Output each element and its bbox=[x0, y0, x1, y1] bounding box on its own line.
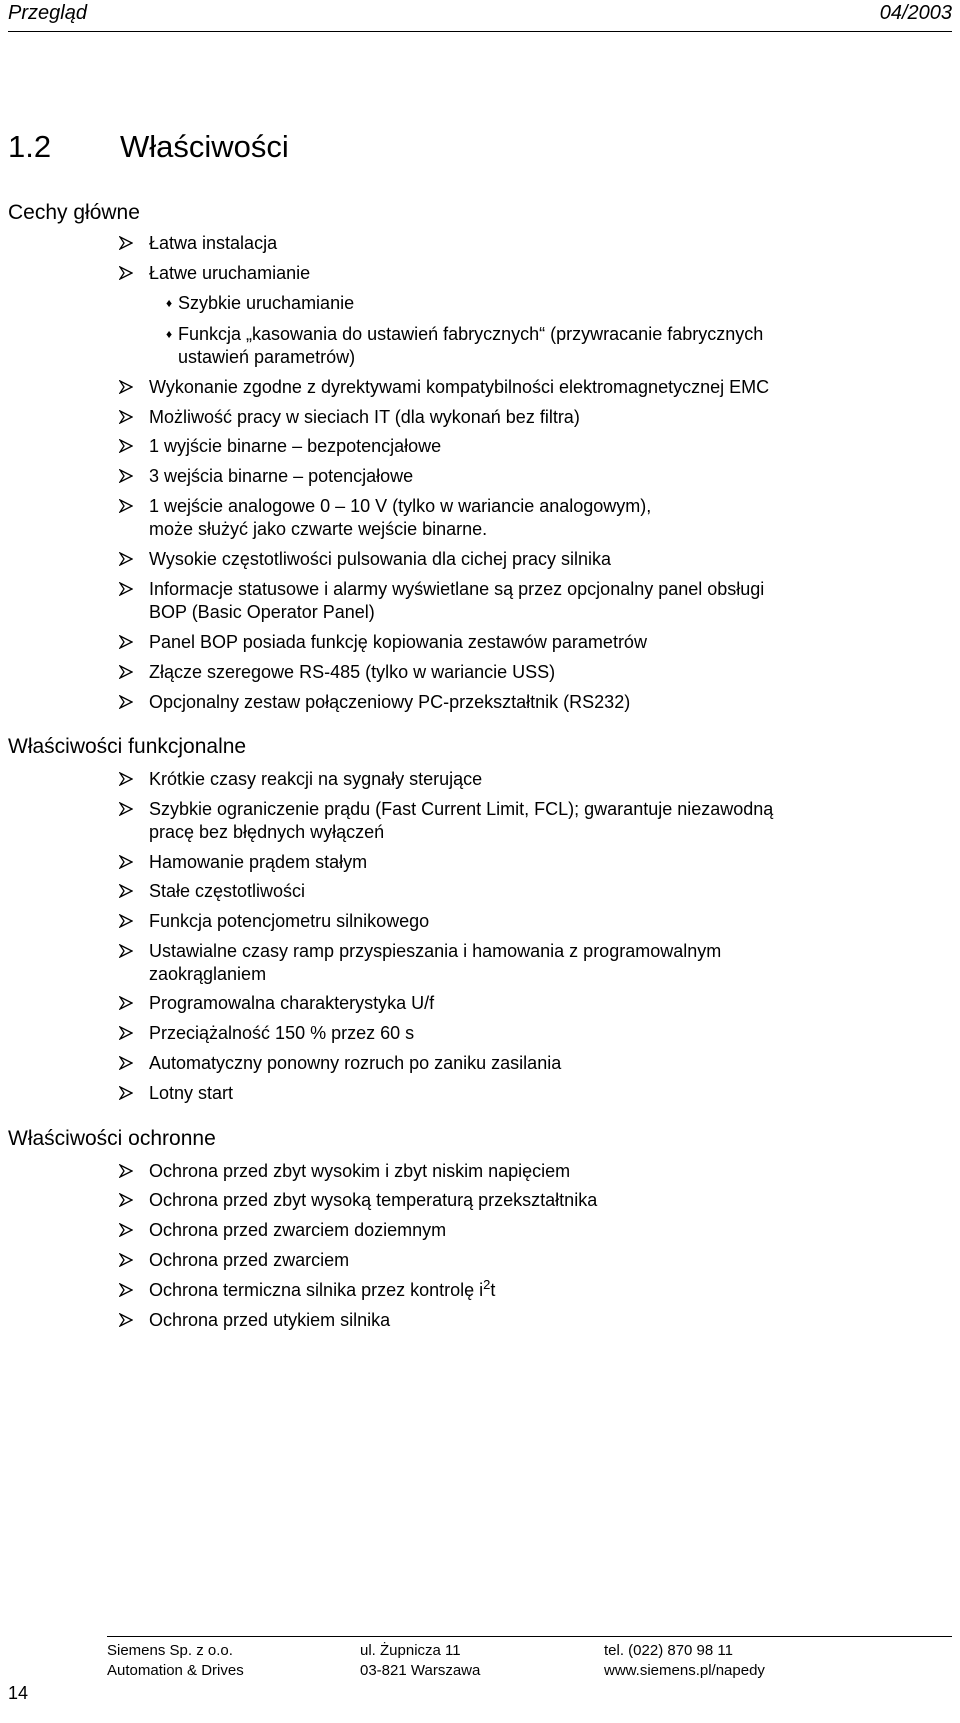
arrow-bullet-icon bbox=[119, 991, 139, 1010]
list-item: Możliwość pracy w sieciach IT (dla wykonań bez filtra) bbox=[149, 405, 929, 429]
arrow-bullet-icon bbox=[119, 767, 139, 786]
sub-list-item: ♦ Szybkie uruchamianie bbox=[178, 291, 918, 315]
section-title-text: Właściwości bbox=[120, 129, 289, 164]
list-item: Wykonanie zgodne z dyrektywami kompatybilności elektromagnetycznej EMC bbox=[149, 375, 929, 399]
list-item: 1 wejście analogowe 0 – 10 V (tylko w wariancie analogowym), bbox=[149, 494, 929, 518]
list-item: Opcjonalny zestaw połączeniowy PC-przekształtnik (RS232) bbox=[149, 690, 929, 714]
arrow-bullet-icon bbox=[119, 1278, 139, 1297]
list-item: Ochrona przed zbyt wysoką temperaturą przekształtnika bbox=[149, 1188, 929, 1212]
arrow-bullet-icon bbox=[119, 231, 139, 250]
arrow-bullet-icon bbox=[119, 879, 139, 898]
list-item-continuation: BOP (Basic Operator Panel) bbox=[149, 602, 375, 622]
page-number: 14 bbox=[8, 1683, 29, 1703]
list-item: Panel BOP posiada funkcję kopiowania zestawów parametrów bbox=[149, 630, 929, 654]
list-item-continuation: pracę bez błędnych wyłączeń bbox=[149, 822, 385, 842]
arrow-bullet-icon bbox=[119, 1159, 139, 1178]
arrow-bullet-icon bbox=[119, 434, 139, 453]
list-item: Szybkie ograniczenie prądu (Fast Current Limit, FCL); gwarantuje niezawodną bbox=[149, 797, 929, 821]
list-item: Automatyczny ponowny rozruch po zaniku zasilania bbox=[149, 1051, 929, 1075]
arrow-bullet-icon bbox=[119, 850, 139, 869]
list-item: Lotny start bbox=[149, 1081, 929, 1105]
diamond-bullet-icon: ♦ bbox=[165, 327, 173, 341]
list-item: Hamowanie prądem stałym bbox=[149, 850, 929, 874]
list-item: Ochrona przed zwarciem bbox=[149, 1248, 929, 1272]
page-header bbox=[8, 0, 952, 30]
arrow-bullet-icon bbox=[119, 261, 139, 280]
arrow-bullet-icon bbox=[119, 547, 139, 566]
header-section-name: Przegląd bbox=[8, 2, 87, 24]
footer-company: Siemens Sp. z o.o. Automation & Drives bbox=[107, 1642, 244, 1679]
list-item: 1 wyjście binarne – bezpotencjałowe bbox=[149, 434, 929, 458]
footer-address: ul. Żupnicza 11 03-821 Warszawa bbox=[360, 1642, 481, 1679]
arrow-bullet-icon bbox=[119, 1188, 139, 1207]
list-item: Ochrona przed zwarciem doziemnym bbox=[149, 1218, 929, 1242]
list-item: Ochrona termiczna silnika przez kontrolę $i^2t$ bbox=[149, 1278, 929, 1302]
arrow-bullet-icon bbox=[119, 577, 139, 596]
superscript: 2 bbox=[483, 1277, 491, 1292]
list-item: Przeciążalność 150 % przez 60 s bbox=[149, 1021, 929, 1045]
list-item: Łatwa instalacja bbox=[149, 231, 929, 255]
list-item: Złącze szeregowe RS-485 (tylko w wariancie USS) bbox=[149, 660, 929, 684]
list-item: Krótkie czasy reakcji na sygnały sterujące bbox=[149, 767, 929, 791]
sub-list-item-continuation: ustawień parametrów) bbox=[178, 347, 356, 367]
list-item: Funkcja potencjometru silnikowego bbox=[149, 909, 929, 933]
arrow-bullet-icon bbox=[119, 1248, 139, 1267]
protective-heading: Właściwości ochronne bbox=[8, 1127, 216, 1150]
list-item: Stałe częstotliwości bbox=[149, 879, 929, 903]
arrow-bullet-icon bbox=[119, 1021, 139, 1040]
list-item: Łatwe uruchamianie bbox=[149, 261, 929, 285]
arrow-bullet-icon bbox=[119, 464, 139, 483]
arrow-bullet-icon bbox=[119, 1081, 139, 1100]
functional-heading: Właściwości funkcjonalne bbox=[8, 735, 247, 758]
arrow-bullet-icon bbox=[119, 909, 139, 928]
list-item: 3 wejścia binarne – potencjałowe bbox=[149, 464, 929, 488]
arrow-bullet-icon bbox=[119, 690, 139, 709]
list-item: Ustawialne czasy ramp przyspieszania i hamowania z programowalnym bbox=[149, 939, 929, 963]
arrow-bullet-icon bbox=[119, 1308, 139, 1327]
list-item: Informacje statusowe i alarmy wyświetlane są przez opcjonalny panel obsługi bbox=[149, 577, 929, 601]
list-item: Ochrona przed utykiem silnika bbox=[149, 1308, 929, 1332]
sub-list-item: ♦ Funkcja „kasowania do ustawień fabrycznych“ (przywracanie fabrycznych bbox=[178, 322, 918, 346]
footer-rule bbox=[107, 1636, 952, 1637]
list-item: Programowalna charakterystyka U/f bbox=[149, 991, 929, 1015]
arrow-bullet-icon bbox=[119, 1218, 139, 1237]
list-item: Ochrona przed zbyt wysokim i zbyt niskim napięciem bbox=[149, 1159, 929, 1183]
header-date: 04/2003 bbox=[879, 2, 952, 24]
main-features-heading: Cechy główne bbox=[8, 201, 140, 224]
list-item-continuation: zaokrąglaniem bbox=[149, 964, 267, 984]
arrow-bullet-icon bbox=[119, 630, 139, 649]
arrow-bullet-icon bbox=[119, 375, 139, 394]
footer-contact: tel. (022) 870 98 11 www.siemens.pl/napedy bbox=[604, 1642, 765, 1679]
list-item: Wysokie częstotliwości pulsowania dla cichej pracy silnika bbox=[149, 547, 929, 571]
section-title bbox=[8, 129, 289, 165]
arrow-bullet-icon bbox=[119, 494, 139, 513]
arrow-bullet-icon bbox=[119, 797, 139, 816]
header-rule bbox=[8, 31, 952, 32]
arrow-bullet-icon bbox=[119, 939, 139, 958]
diamond-bullet-icon: ♦ bbox=[165, 296, 173, 310]
arrow-bullet-icon bbox=[119, 1051, 139, 1070]
section-number: 1.2 bbox=[8, 129, 52, 164]
arrow-bullet-icon bbox=[119, 405, 139, 424]
arrow-bullet-icon bbox=[119, 660, 139, 679]
list-item-continuation: może służyć jako czwarte wejście binarne. bbox=[149, 519, 488, 539]
